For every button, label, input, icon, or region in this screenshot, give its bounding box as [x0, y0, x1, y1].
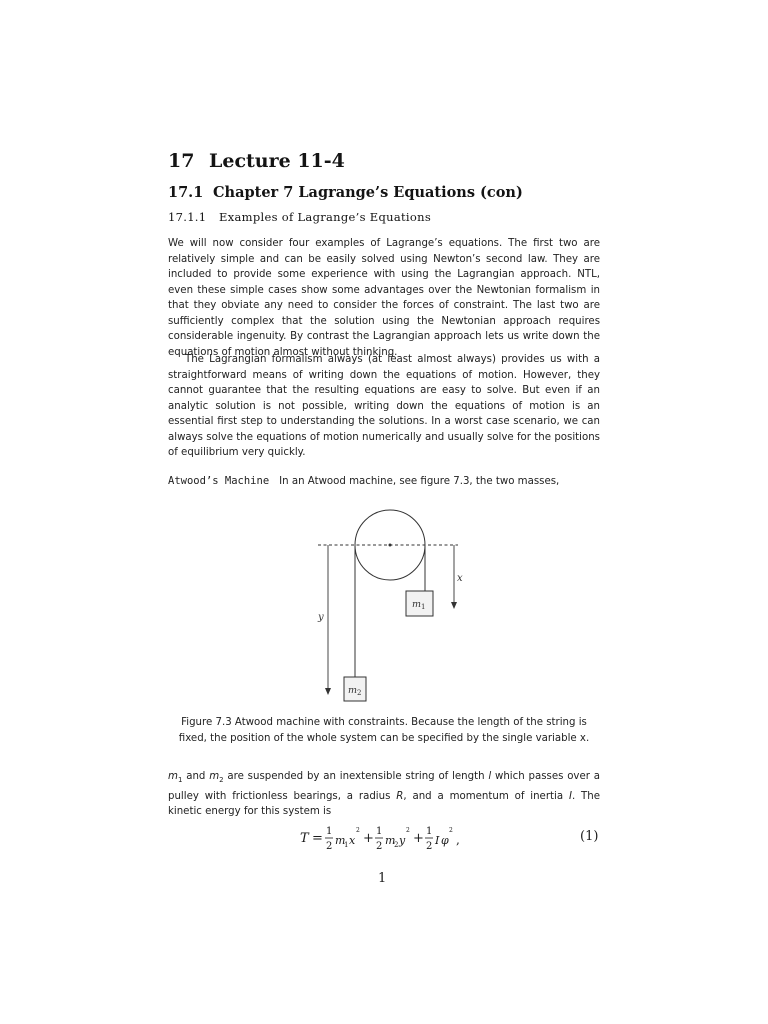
svg-text:φ: φ: [441, 834, 449, 847]
subsubsection-heading: [168, 210, 431, 224]
kinetic-energy-equation: [300, 820, 480, 860]
equation-number: (1): [580, 829, 599, 844]
subsection-heading: [168, 184, 523, 201]
svg-text:I: I: [435, 834, 440, 847]
svg-text:,: ,: [456, 833, 460, 847]
figure-caption: Figure 7.3 Atwood machine with constraints. Because the length of the string is fixed, the position of the whole system can be specified by the single variable x.: [178, 717, 590, 744]
paragraph-formalism: The Lagrangian formalism always (at least almost always) provides us with a straightforward means of writing down the equations of motion. However, they cannot guarantee that the resulting equations are easy to solve. But even if an analytic solution is not possible, writing down the equations of motion is an essential first step to understanding the solutions. In a worst case scenario, we can always solve the equations of motion numerically and usually solve for the positions of equilibrium very quickly.: [168, 354, 600, 458]
svg-text:2: 2: [394, 841, 399, 849]
svg-text:1: 1: [344, 841, 349, 849]
svg-text:1: 1: [426, 826, 433, 837]
svg-text:2: 2: [326, 841, 333, 852]
atwood-machine-figure: [308, 505, 468, 705]
svg-text:2: 2: [426, 841, 433, 852]
section-heading: [168, 150, 345, 172]
svg-text:1: 1: [376, 826, 383, 837]
atwood-paragraph: [168, 475, 559, 487]
subsubsection-number: 17.1.1: [168, 210, 207, 224]
svg-text:+: +: [413, 831, 424, 846]
y-label: y: [318, 612, 324, 623]
svg-text:x: x: [349, 834, 356, 847]
svg-text:2: 2: [449, 827, 453, 834]
svg-text:+: +: [363, 831, 374, 846]
svg-text:y: y: [399, 834, 406, 847]
atwood-text: In an Atwood machine, see figure 7.3, the two masses,: [279, 476, 560, 487]
pulley-axle: [389, 544, 392, 547]
subsection-number: 17.1: [168, 184, 204, 201]
svg-text:2: 2: [406, 827, 410, 834]
x-arrow-head: [451, 602, 457, 609]
svg-text:m: m: [335, 834, 346, 847]
svg-text:1: 1: [326, 826, 333, 837]
section-title: Lecture 11-4: [209, 150, 345, 172]
svg-text:=: =: [312, 831, 323, 846]
svg-text:2: 2: [376, 841, 383, 852]
subsection-title: Chapter 7 Lagrange’s Equations (con): [213, 184, 523, 201]
svg-text:m: m: [385, 834, 396, 847]
m1-label: $m_1$: [412, 599, 426, 611]
section-number: 17: [168, 150, 195, 172]
m2-label: $m_2$: [348, 685, 362, 697]
x-label: x: [457, 573, 463, 584]
paragraph-intro: We will now consider four examples of Lagrange’s equations. The first two are relatively simple and can be easily solved using Newton’s second law. They are included to provide some experience with using the Lagrangian approach. NTL, even these simple cases show some advantages over the Newtonian formalism in that they obviate any need to consider the forces of constraint. The last two are sufficiently complex that the solution using the Newtonian approach requires considerable ingenuity. By contrast the Lagrangian approach lets us write down the equations of motion almost without thinking.: [168, 238, 600, 358]
subsubsection-title: Examples of Lagrange’s Equations: [219, 210, 432, 224]
paragraph-atwood-description: $m_1$ and $m_2$ are suspended by an inextensible string of length l which passes over a pulley with frictionless bearings, a radius R, and a momentum of inertia I. The kinetic energy for this system is: [168, 771, 601, 818]
svg-text:2: 2: [356, 827, 360, 834]
atwood-heading: Atwood’s Machine: [168, 475, 270, 487]
svg-text:T: T: [300, 831, 309, 846]
y-arrow-head: [325, 688, 331, 695]
page-number: 1: [378, 871, 387, 886]
